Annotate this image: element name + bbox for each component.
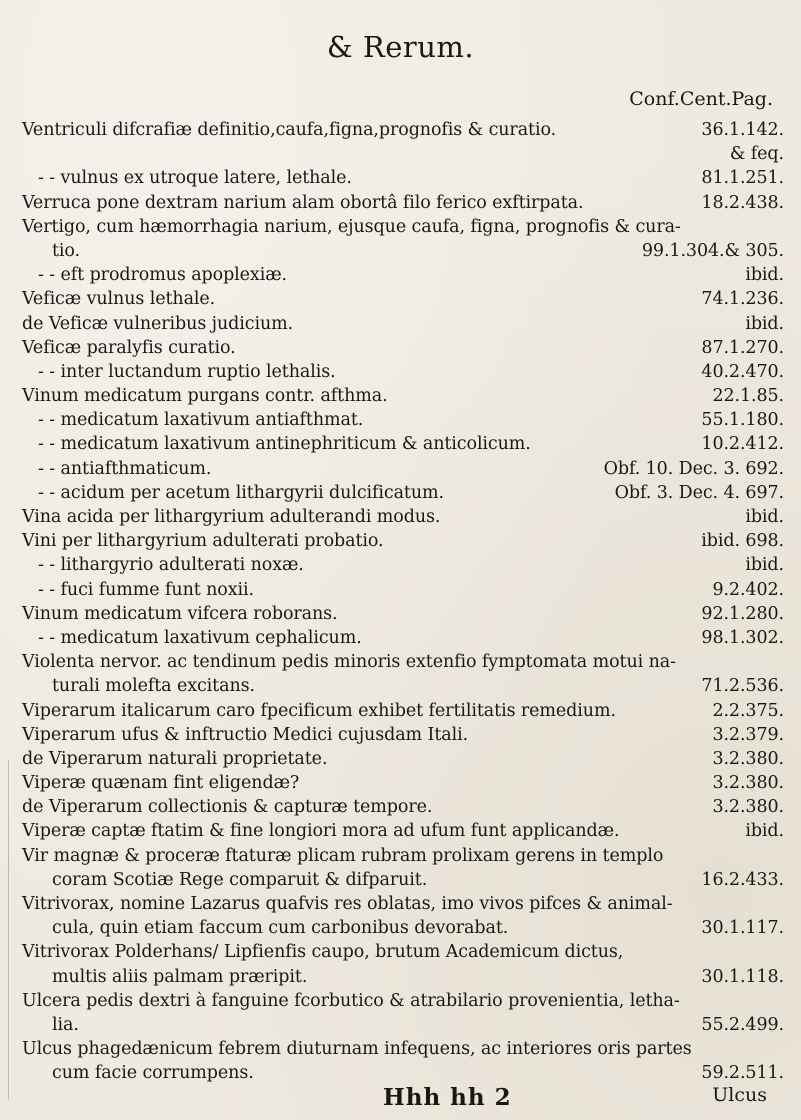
entry-text-line [22,795,784,819]
entry-continuation-line [22,868,784,892]
index-entry [22,699,784,723]
index-entry [22,553,784,577]
index-entry [22,747,784,771]
entry-text: - - antiafthmaticum. [38,458,212,479]
entry-text: Viperarum italicarum caro fpecificum exhibet fertilitatis remedium. [22,700,616,721]
entry-text-line [22,626,784,650]
entry-reference: 71.2.536. [701,676,784,697]
index-entry [22,432,784,456]
entry-text: lia. [52,1014,79,1035]
index-entry [22,940,784,988]
index-entry [22,360,784,384]
entry-text-line [22,747,784,771]
index-entry [22,166,784,190]
index-entry [22,771,784,795]
index-entries [22,118,784,1086]
entry-text: Viperæ captæ ftatim & fine longiori mora ad ufum funt applicandæ. [22,821,620,842]
entry-reference: 87.1.270. [701,337,784,358]
catchword: Ulcus [712,1084,767,1106]
entry-text: - - medicatum laxativum antinephriticum & anticolicum. [38,434,531,455]
entry-text-line [22,699,784,723]
entry-text: de Viperarum naturali proprietate. [22,748,328,769]
index-entry [22,723,784,747]
entry-reference: 30.1.117. [701,918,784,939]
entry-text: - - fuci fumme funt noxii. [38,579,254,600]
entry-text-line [22,457,784,481]
entry-text: Vinum medicatum vifcera roborans. [22,603,338,624]
entry-continuation-line [22,965,784,989]
index-entry [22,287,784,311]
entry-reference: 55.2.499. [701,1014,784,1035]
entry-reference: 59.2.511. [701,1063,784,1084]
entry-reference: 3.2.380. [712,797,784,818]
entry-reference: Obf. 10. Dec. 3. 692. [603,458,784,479]
entry-text: - - acidum per acetum lithargyrii dulcificatum. [38,482,444,503]
entry-text: Veficæ paralyfis curatio. [22,337,236,358]
entry-reference: ibid. [745,507,784,527]
entry-continuation-line [22,1013,784,1037]
entry-text: Viperarum ufus & inftructio Medici cujusdam Itali. [22,724,469,745]
entry-continuation-line [22,1061,784,1085]
index-entry [22,263,784,287]
entry-text: - - medicatum laxativum antiafthmat. [38,410,364,431]
index-entry [22,892,784,940]
index-entry [22,795,784,819]
entry-text-line [22,1037,784,1061]
entry-reference: 2.2.375. [712,700,784,721]
entry-text: Vina acida per lithargyrium adulterandi modus. [22,507,441,527]
index-entry [22,505,784,529]
entry-text-line [22,650,784,674]
entry-text-line [22,844,784,868]
index-entry [22,650,784,698]
binding-edge [8,760,9,1100]
index-entry [22,408,784,432]
index-entry [22,602,784,626]
entry-text-line [22,481,784,505]
entry-text: de Viperarum collectionis & capturæ tempore. [22,797,433,818]
index-entry [22,118,784,166]
entry-text-line [22,892,784,916]
entry-text: - - eft prodromus apoplexiæ. [38,265,288,286]
entry-text: de Veficæ vulneribus judicium. [22,313,294,334]
entry-text: Verruca pone dextram narium alam obortâ filo ferico exftirpata. [22,192,584,213]
entry-text: - - lithargyrio adulterati noxæ. [38,555,304,576]
entry-text: Vir magnæ & proceræ ftaturæ plicam rubram prolixam gerens in templo [22,845,664,866]
entry-reference: 36.1.142. [701,120,784,140]
entry-continuation-line [22,674,784,698]
entry-text-line [22,723,784,747]
entry-text: Ulcus phagedænicum febrem diuturnam infequens, ac interiores oris partes [22,1039,692,1060]
entry-reference: 92.1.280. [701,603,784,624]
signature-mark: Hhh hh 2 [383,1084,512,1111]
entry-reference: 74.1.236. [701,289,784,310]
entry-reference: ibid. [745,821,784,842]
entry-text: - - medicatum laxativum cephalicum. [38,627,362,648]
entry-text-line [22,578,784,602]
entry-reference: 55.1.180. [701,410,784,431]
entry-text: coram Scotiæ Rege comparuit & difparuit. [52,869,428,890]
entry-text-line [22,771,784,795]
index-entry [22,384,784,408]
index-entry [22,481,784,505]
entry-text: - - inter luctandum ruptio lethalis. [38,361,336,382]
entry-text-line [22,602,784,626]
entry-text: multis aliis palmam præripit. [52,966,308,987]
entry-continuation-line [22,239,784,263]
index-entry [22,626,784,650]
entry-text-line [22,432,784,456]
entry-reference-line [22,142,784,166]
entry-text: cum facie corrumpens. [52,1063,254,1084]
entry-text-line [22,529,784,553]
page-title: & Rerum. [326,30,475,64]
entry-text-line [22,336,784,360]
index-entry [22,819,784,843]
entry-reference: ibid. 698. [701,531,784,552]
entry-reference: 40.2.470. [701,361,784,382]
entry-text: Vini per lithargyrium adulterati probatio. [22,531,384,552]
entry-text: - - vulnus ex utroque latere, lethale. [38,168,352,189]
entry-text: Viperæ quænam fint eligendæ? [22,773,300,794]
entry-text: Vitrivorax, nomine Lazarus quafvis res oblatas, imo vivos pifces & animal- [22,894,673,914]
reference-column-heading: Conf.Cent.Pag. [629,88,773,110]
entry-reference: Obf. 3. Dec. 4. 697. [614,482,784,503]
entry-text-line [22,819,784,843]
index-entry [22,529,784,553]
index-entry [22,215,784,263]
entry-reference: 10.2.412. [701,434,784,455]
entry-text-line [22,215,784,239]
entry-text-line [22,263,784,287]
index-entry [22,844,784,892]
index-entry [22,578,784,602]
entry-reference: 3.2.380. [712,773,784,794]
index-entry [22,1037,784,1085]
entry-text: Vertigo, cum hæmorrhagia narium, ejusque caufa, figna, prognofis & cura- [22,216,681,237]
entry-reference: 81.1.251. [701,168,784,189]
entry-reference: 98.1.302. [701,627,784,648]
entry-text-line [22,312,784,336]
entry-reference: 30.1.118. [701,966,784,987]
entry-text-line [22,553,784,577]
entry-continuation-line [22,916,784,940]
entry-text-line [22,408,784,432]
entry-text-line [22,118,784,142]
entry-text: Vinum medicatum purgans contr. afthma. [22,386,388,407]
entry-text-line [22,166,784,190]
entry-text: Ulcera pedis dextri à fanguine fcorbutico & atrabilario provenientia, letha- [22,990,680,1011]
entry-text: tio. [52,240,81,261]
entry-reference: 18.2.438. [701,192,784,213]
entry-text-line [22,360,784,384]
index-entry [22,336,784,360]
entry-reference: ibid. [745,313,784,334]
entry-reference: ibid. [745,555,784,576]
entry-reference: 16.2.433. [701,869,784,890]
entry-reference: 22.1.85. [712,386,784,407]
entry-text-line [22,191,784,215]
entry-text: Veficæ vulnus lethale. [22,289,216,310]
index-entry [22,989,784,1037]
entry-text-line [22,287,784,311]
entry-text-line [22,989,784,1013]
entry-text: cula, quin etiam faccum cum carbonibus devorabat. [52,918,509,939]
entry-reference: ibid. [745,265,784,286]
index-entry [22,457,784,481]
entry-text-line [22,940,784,964]
entry-text: Ventriculi difcrafiæ definitio,caufa,figna,prognofis & curatio. [22,120,557,140]
entry-reference-continued: & feq. [729,144,784,165]
entry-reference: 99.1.304.& 305. [641,240,784,261]
entry-text-line [22,505,784,529]
entry-text-line [22,384,784,408]
entry-text: Violenta nervor. ac tendinum pedis minoris extenfio fymptomata motui na- [22,652,676,673]
entry-reference: 3.2.379. [712,724,784,745]
entry-reference: 3.2.380. [712,748,784,769]
index-entry [22,312,784,336]
entry-text: Vitrivorax Polderhans/ Lipfienfis caupo, brutum Academicum dictus, [22,942,624,963]
entry-text: turali molefta excitans. [52,676,255,697]
index-entry [22,191,784,215]
entry-reference: 9.2.402. [712,579,784,600]
